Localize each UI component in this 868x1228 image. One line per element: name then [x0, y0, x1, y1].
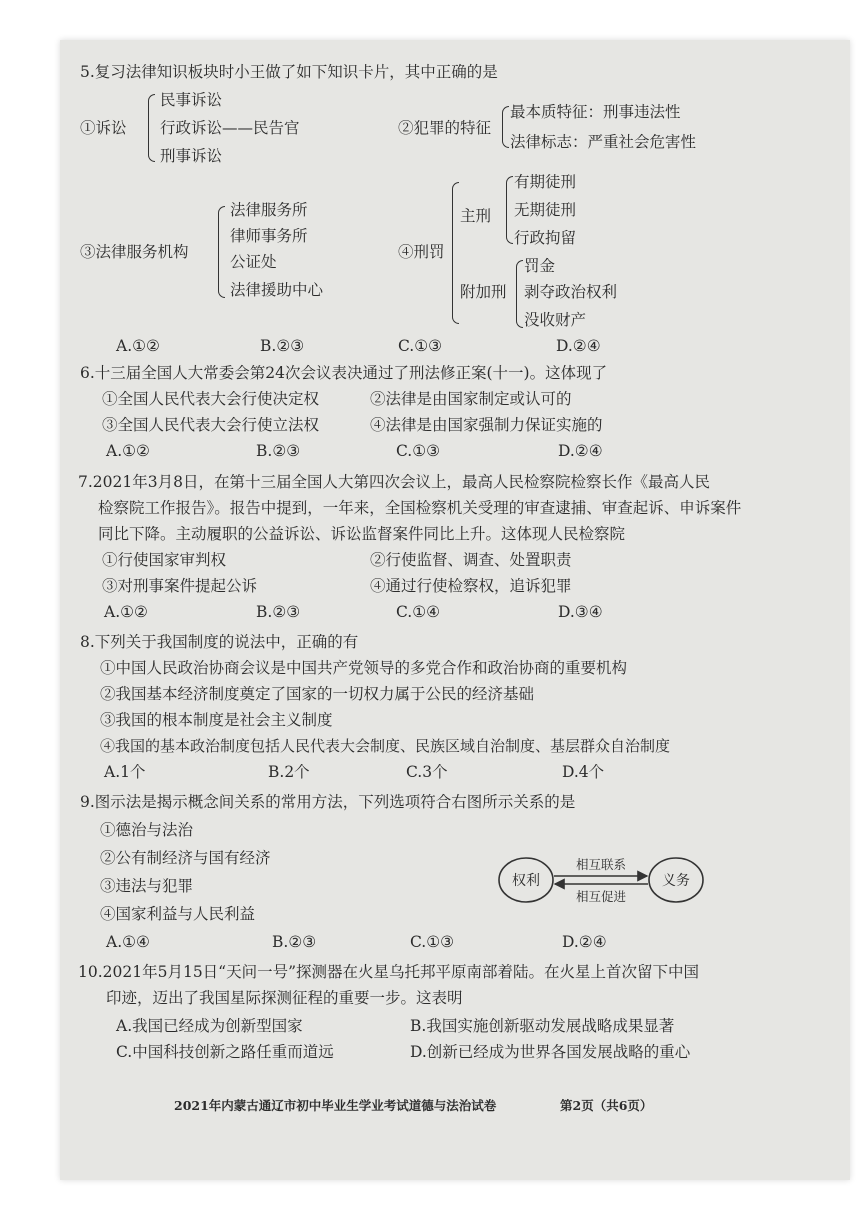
- q7-option-b: B.②③: [256, 603, 301, 621]
- q10-option-b: B.我国实施创新驱动发展战略成果显著: [410, 1017, 675, 1035]
- q7-item: ④通过行使检察权，追诉犯罪: [370, 577, 572, 595]
- q5-card2-brace: [502, 106, 509, 148]
- q8-option-c: C.3个: [406, 763, 448, 781]
- q5-card2-item: 最本质特征：刑事违法性: [510, 103, 681, 121]
- q9-option-a: A.①④: [106, 933, 150, 951]
- q10-stem-line: 10.2021年5月15日“天问一号”探测器在火星乌托邦平原南部着陆。在火星上首次留下中国: [78, 963, 700, 981]
- q7-stem-line: 检察院工作报告》。报告中提到，一年来，全国检察机关受理的审查逮捕、审查起诉、申诉案件: [98, 499, 742, 517]
- q9-bottom-label: 相互促进: [575, 889, 627, 904]
- q9-stem: 9.图示法是揭示概念间关系的常用方法，下列选项符合右图所示关系的是: [80, 793, 576, 811]
- q7-item: ③对刑事案件提起公诉: [102, 577, 258, 595]
- q5-card4-add-item: 罚金: [524, 257, 556, 275]
- q8-item: ①中国人民政治协商会议是中国共产党领导的多党合作和政治协商的重要机构: [100, 659, 628, 677]
- q5-card4-add-item: 没收财产: [524, 311, 587, 329]
- q6-item: ③全国人民代表大会行使立法权: [102, 416, 320, 434]
- q10-stem-line: 印迹，迈出了我国星际探测征程的重要一步。这表明: [106, 989, 463, 1007]
- q5-option-d: D.②④: [556, 337, 601, 355]
- q8-item: ④我国的基本政治制度包括人民代表大会制度、民族区域自治制度、基层群众自治制度: [100, 737, 671, 755]
- q7-stem-line: 7.2021年3月8日，在第十三届全国人大第四次会议上，最高人民检察院检察长作《最高人民: [78, 473, 710, 491]
- q6-item: ①全国人民代表大会行使决定权: [102, 390, 320, 408]
- q5-card3-item: 法律服务所: [230, 201, 308, 219]
- q9-left-label: 权利: [512, 873, 540, 889]
- q5-card4-main-item: 行政拘留: [514, 229, 577, 247]
- q5-option-a: A.①②: [116, 337, 160, 355]
- q8-item: ②我国基本经济制度奠定了国家的一切权力属于公民的经济基础: [100, 685, 535, 703]
- q8-option-b: B.2个: [268, 763, 310, 781]
- q7-item: ①行使国家审判权: [102, 551, 227, 569]
- q5-option-c: C.①③: [398, 337, 443, 355]
- q9-option-c: C.①③: [410, 933, 455, 951]
- q5-card1-label: ①诉讼: [80, 119, 127, 137]
- q6-item: ④法律是由国家强制力保证实施的: [370, 416, 603, 434]
- q5-card3-brace: [218, 206, 225, 298]
- q9-right-label: 义务: [662, 873, 690, 889]
- q5-card4-main-label: 主刑: [460, 207, 492, 225]
- q8-option-d: D.4个: [562, 763, 605, 781]
- q10-option-a: A.我国已经成为创新型国家: [116, 1017, 303, 1035]
- q8-stem: 8.下列关于我国制度的说法中，正确的有: [80, 633, 359, 651]
- q5-card1-item: 民事诉讼: [160, 91, 223, 109]
- q6-option-c: C.①③: [396, 442, 441, 460]
- q9-diagram: [496, 846, 706, 914]
- q5-card2-item: 法律标志：严重社会危害性: [510, 133, 697, 151]
- q5-card4-main-brace: [506, 176, 513, 244]
- q9-top-label: 相互联系: [575, 857, 627, 872]
- q9-item: ③违法与犯罪: [100, 877, 194, 895]
- q9-item: ④国家利益与人民利益: [100, 905, 256, 923]
- q9-option-d: D.②④: [562, 933, 607, 951]
- q6-item: ②法律是由国家制定或认可的: [370, 390, 572, 408]
- q8-option-a: A.1个: [104, 763, 146, 781]
- q6-option-d: D.②④: [558, 442, 603, 460]
- q5-card4-main-item: 无期徒刑: [514, 201, 577, 219]
- footer-title: 2021年内蒙古通辽市初中毕业生学业考试道德与法治试卷: [174, 1098, 497, 1113]
- q5-stem: 5.复习法律知识板块时小王做了如下知识卡片，其中正确的是: [80, 63, 498, 81]
- q5-card3-item: 法律援助中心: [230, 281, 324, 299]
- q5-card1-item: 行政诉讼——民告官: [160, 119, 300, 137]
- q5-card2-label: ②犯罪的特征: [398, 119, 492, 137]
- q5-card4-add-brace: [516, 260, 523, 328]
- q5-card3-label: ③法律服务机构: [80, 243, 189, 261]
- q5-card4-brace: [452, 182, 459, 324]
- q9-option-b: B.②③: [272, 933, 317, 951]
- q9-item: ①德治与法治: [100, 821, 194, 839]
- q6-option-b: B.②③: [256, 442, 301, 460]
- q10-option-d: D.创新已经成为世界各国发展战略的重心: [410, 1043, 691, 1061]
- footer-page: 第2页（共6页）: [560, 1098, 653, 1113]
- q7-item: ②行使监督、调查、处置职责: [370, 551, 572, 569]
- q6-option-a: A.①②: [106, 442, 150, 460]
- q7-option-c: C.①④: [396, 603, 441, 621]
- q5-card3-item: 律师事务所: [230, 227, 308, 245]
- q6-stem: 6.十三届全国人大常委会第24次会议表决通过了刑法修正案(十一)。这体现了: [80, 364, 608, 382]
- q7-option-d: D.③④: [558, 603, 603, 621]
- q5-card4-main-item: 有期徒刑: [514, 173, 577, 191]
- q5-card4-add-item: 剥夺政治权利: [524, 283, 618, 301]
- q5-option-b: B.②③: [260, 337, 305, 355]
- q7-stem-line: 同比下降。主动履职的公益诉讼、诉讼监督案件同比上升。这体现人民检察院: [98, 525, 626, 543]
- q7-option-a: A.①②: [104, 603, 148, 621]
- q5-card4-label: ④刑罚: [398, 243, 445, 261]
- q10-option-c: C.中国科技创新之路任重而道远: [116, 1043, 334, 1061]
- q9-item: ②公有制经济与国有经济: [100, 849, 271, 867]
- q5-card3-item: 公证处: [230, 253, 277, 271]
- q5-card4-add-label: 附加刑: [460, 283, 507, 301]
- exam-paper: [60, 40, 850, 1180]
- q5-card1-brace: [148, 94, 155, 162]
- q8-item: ③我国的根本制度是社会主义制度: [100, 711, 333, 729]
- q5-card1-item: 刑事诉讼: [160, 147, 223, 165]
